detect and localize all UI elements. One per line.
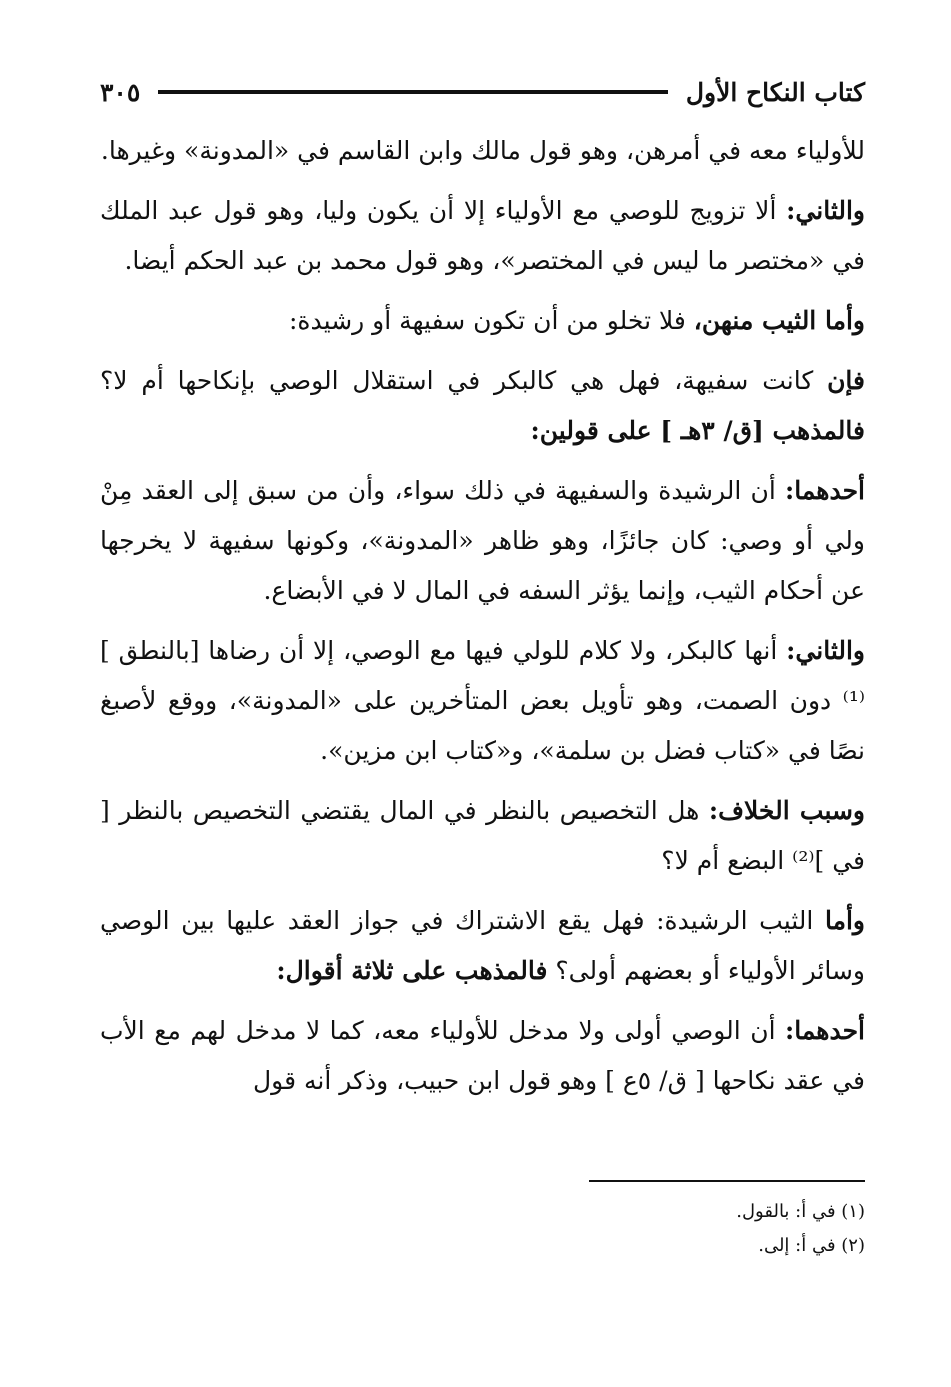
- page-number: ٣٠٥: [100, 77, 141, 107]
- footnote: (١) في أ: بالقول.: [736, 1201, 865, 1222]
- paragraph: فإن كانت سفيهة، فهل هي كالبكر في استقلال الوصي بإنكاحها أم لا؟ فالمذهب [ق/ ٣هـ ] على قولين:: [100, 366, 865, 445]
- footnote-separator: [589, 1180, 865, 1182]
- paragraph: وسبب الخلاف: هل التخصيص بالنظر في المال يقتضي التخصيص بالنظر [ في ]⁽²⁾ البضع أم لا؟: [100, 796, 866, 875]
- book-page: [100, 70, 866, 1256]
- header-rule: [158, 90, 668, 94]
- paragraph: وأما الثيب منهن، فلا تخلو من أن تكون سفيهة أو رشيدة:: [289, 306, 865, 335]
- book-title: كتاب النكاح الأول: [685, 77, 865, 107]
- paragraph: والثاني: أنها كالبكر، ولا كلام للولي فيها مع الوصي، إلا أن رضاها [بالنطق ]⁽¹⁾ دون الصمت، وهو تأويل بعض المتأخرين على «المدونة»، ووقع لأصبغ نصًا في «كتاب فضل بن سلمة»، و«كتاب ابن مزين».: [100, 636, 865, 765]
- footnote: (٢) في أ: إلى.: [758, 1235, 865, 1256]
- running-header: [100, 70, 865, 114]
- main-text: [100, 126, 865, 1106]
- paragraph: وأما الثيب الرشيدة: فهل يقع الاشتراك في جواز العقد عليها بين الوصي وسائر الأولياء أو بعضهم أولى؟ فالمذهب على ثلاثة أقوال:: [100, 906, 865, 985]
- paragraph: أحدهما: أن الرشيدة والسفيهة في ذلك سواء، وأن من سبق إلى العقد مِنْ ولي أو وصي: كان جائزًا، وهو ظاهر «المدونة»، وكونها سفيهة لا يخرجها عن أحكام الثيب، وإنما يؤثر السفه في المال لا في الأبضاع.: [100, 476, 865, 605]
- footnotes: [465, 1195, 865, 1263]
- paragraph: للأولياء معه في أمرهن، وهو قول مالك وابن القاسم في «المدونة» وغيرها.: [100, 136, 865, 165]
- paragraph: أحدهما: أن الوصي أولى ولا مدخل للأولياء معه، كما لا مدخل لهم مع الأب في عقد نكاحها [ ق/ ٥ع ] وهو قول ابن حبيب، وذكر أنه قول: [100, 1016, 865, 1095]
- paragraph: والثاني: ألا تزويج للوصي مع الأولياء إلا أن يكون وليا، وهو قول عبد الملك في «مختصر ما ليس في المختصر»، وهو قول محمد بن عبد الحكم أيضا.: [100, 196, 865, 275]
